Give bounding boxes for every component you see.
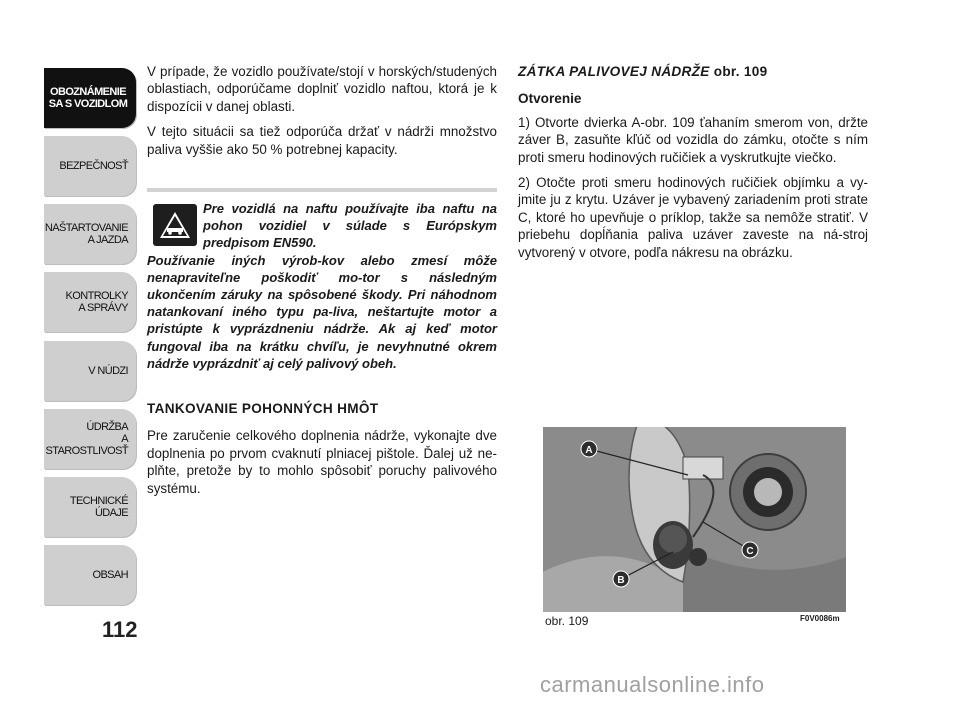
warning-first: Pre vozidlá na naftu používajte iba naftu na pohon vozidiel v súlade s Európskym predpisom EN590. <box>203 201 497 251</box>
svg-text:B: B <box>617 575 625 586</box>
page-number: 112 <box>102 617 138 642</box>
fuel-cap-figure <box>543 427 846 612</box>
warning-triangle-icon <box>153 204 197 246</box>
paragraph-fuel-level: V tejto situácii sa tiež odporúča držať v nádrži množstvo paliva vyššie ako 50 % potrebnej kapacity. <box>147 124 497 157</box>
label-c-badge <box>742 542 758 558</box>
warning-rest: Používanie iných výrob-kov alebo zmesí môže nenapraviteľne poškodiť mo-tor s následným ukončením záruky na spôsobené škody. Pri náhodnom natankovaní iného typu pa-liva, neštartujte motor a pristúpte k vyprázdneniu nádrže. Ak aj keď motor fungoval iba na krátku chvíľu, je nevyhnutné okrem nádrže vyprázdniť aj celý palivový obeh. <box>147 252 497 371</box>
refuel-section <box>147 400 497 505</box>
tab-v-nudzi[interactable]: V NÚDZI <box>44 341 136 401</box>
figure-code: F0V0086m <box>800 614 840 623</box>
site-watermark: carmanualsonline.info <box>540 672 765 697</box>
right-column <box>518 63 868 269</box>
tab-bezpecnost[interactable]: BEZPEČNOSŤ <box>44 136 136 196</box>
label-b-badge <box>613 571 629 587</box>
tab-nastartovanie[interactable]: NAŠTARTOVANIE A JAZDA <box>44 204 136 264</box>
svg-text:A: A <box>585 445 593 456</box>
warning-text <box>147 200 497 372</box>
paragraph-mountain: V prípade, že vozidlo používate/stojí v horských/studených oblastiach, odporúčame doplniť vozidlo naftou, ktorá je k dispozícii v danej oblasti. <box>147 64 497 114</box>
paragraph-refuel: Pre zaručenie celkového doplnenia nádrže, vykonajte dve doplnenia po prvom cvaknutí plniacej pištole. Ďalej už ne-plňte, pretože by to mohlo spôsobiť poruchy palivového systému. <box>147 428 497 496</box>
svg-text:C: C <box>746 546 754 557</box>
tab-obsah[interactable]: OBSAH <box>44 545 136 605</box>
left-column <box>147 63 497 166</box>
subhead-opening: Otvorenie <box>518 91 582 107</box>
step-1: 1) Otvorte dvierka A-obr. 109 ťahaním smerom von, držte záver B, zasuňte kľúč od vozidla do zámku, otočte s ním proti smeru hodinových ručičiek a vyskrutkujte viečko. <box>518 114 868 165</box>
label-a-badge <box>581 441 597 457</box>
tab-technicke[interactable]: TECHNICKÉ ÚDAJE <box>44 477 136 537</box>
warning-box <box>147 188 497 372</box>
section-title-refuel: TANKOVANIE POHONNÝCH HMÔT <box>147 401 379 416</box>
section-title-cap: ZÁTKA PALIVOVEJ NÁDRŽE obr. 109 <box>518 64 768 79</box>
tab-oboznamenie[interactable]: OBOZNÁMENIE SA S VOZIDLOM <box>44 68 136 128</box>
tab-udrzba[interactable]: ÚDRŽBA A STAROSTLIVOSŤ <box>44 409 136 469</box>
tab-kontrolky[interactable]: KONTROLKY A SPRÁVY <box>44 272 136 332</box>
step-2: 2) Otočte proti smeru hodinových ručičiek objímku a vy-jmite ju z krytu. Uzáver je vybavený zariadením proti strate C, ktoré ho upevňuje o príklop, takže sa nemôže stratiť. V priebehu dopĺňania paliva uzáver zaveste na ná-stroj vytvorený v otvore, podľa nákresu na obrázku. <box>518 175 868 260</box>
fuel-cap-illustration <box>543 427 846 612</box>
figure-caption: obr. 109 <box>545 614 589 628</box>
